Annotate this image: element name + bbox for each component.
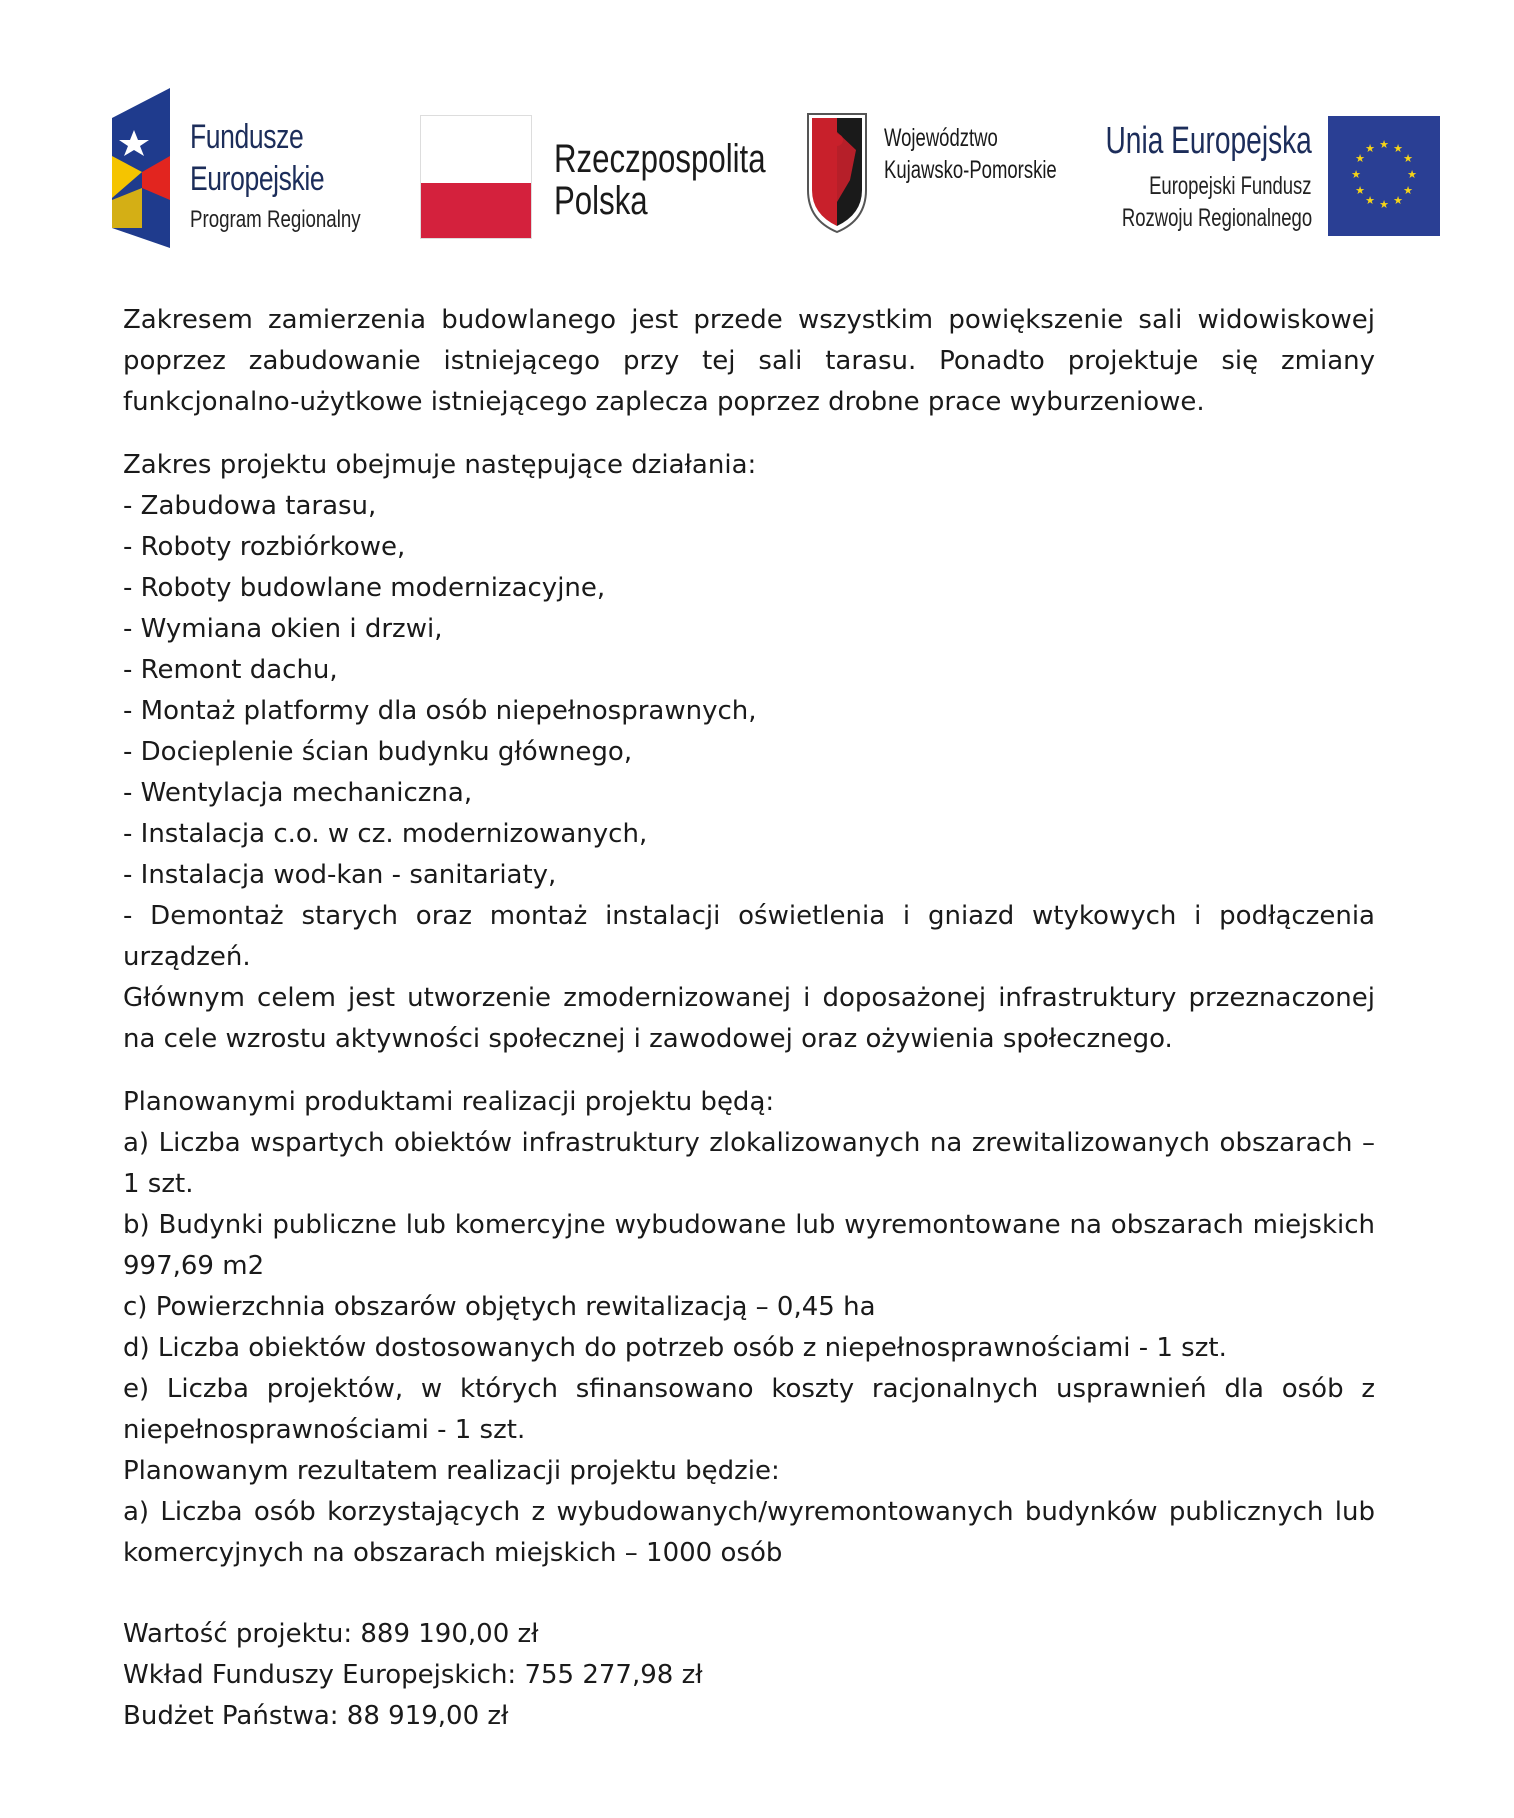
product-item: e) Liczba projektów, w których sfinansowano koszty racjonalnych usprawnień dla osób z niepełnosprawnościami - 1 szt. [123,1374,1375,1445]
scope-item: - Docieplenie ścian budynku głównego, [123,737,633,767]
product-item: a) Liczba wspartych obiektów infrastruktury zlokalizowanych na zrewitalizowanych obszarach – 1 szt. [123,1128,1375,1199]
fundusze-line1: Fundusze [190,118,304,156]
intro-paragraph: Zakresem zamierzenia budowlanego jest przede wszystkim powiększenie sali widowiskowej poprzez zabudowanie istniejącego przy tej sali tarasu. Ponadto projektuje się zmiany funkcjonalno-użytkowe istniejącego zaplecza poprzez drobne prace wyburzeniowe. [123,305,1375,417]
svg-text:★: ★ [1407,168,1417,181]
scope-item: - Roboty rozbiórkowe, [123,532,406,562]
eu-contribution: Wkład Funduszy Europejskich: 755 277,98 zł [123,1660,703,1690]
svg-text:★: ★ [1351,168,1361,181]
scope-item: - Wentylacja mechaniczna, [123,778,473,808]
scope-item: - Roboty budowlane modernizacyjne, [123,573,606,603]
results-heading: Planowanym rezultatem realizacji projektu będzie: [123,1456,780,1486]
polish-flag-icon [420,115,532,239]
svg-text:★: ★ [1393,194,1403,207]
state-budget: Budżet Państwa: 88 919,00 zł [123,1701,509,1731]
wojewodztwo-logo [806,110,1066,245]
project-value: Wartość projektu: 889 190,00 zł [123,1619,539,1649]
wojewodztwo-line1: Województwo [884,124,998,152]
scope-heading: Zakres projektu obejmuje następujące działania: [123,450,757,480]
scope-item: - Wymiana okien i drzwi, [123,614,443,644]
fundusze-europejskie-logo [112,88,382,258]
svg-text:★: ★ [1355,152,1365,165]
scope-item: - Demontaż starych oraz montaż instalacji oświetlenia i gniazd wtykowych i podłączenia urządzeń. [123,901,1375,972]
product-item: b) Budynki publiczne lub komercyjne wybudowane lub wyremontowane na obszarach miejskich 997,69 m2 [123,1210,1375,1281]
scope-item: - Instalacja c.o. w cz. modernizowanych, [123,819,648,849]
unia-line2: Europejski Fundusz [1149,172,1312,200]
coat-of-arms-icon [806,110,868,234]
svg-text:★: ★ [1365,142,1375,155]
rzeczpospolita-line2: Polska [554,179,648,223]
products-heading: Planowanymi produktami realizacji projektu będą: [123,1087,775,1117]
svg-text:★: ★ [1403,184,1413,197]
result-item: a) Liczba osób korzystających z wybudowanych/wyremontowanych budynków publicznych lub komercyjnych na obszarach miejskich – 1000 osób [123,1497,1375,1568]
scope-item: - Instalacja wod-kan - sanitariaty, [123,860,557,890]
wojewodztwo-line2: Kujawsko-Pomorskie [884,156,1057,184]
unia-line1: Unia Europejska [1105,120,1312,162]
unia-line3: Rozwoju Regionalnego [1121,204,1312,232]
scope-item: - Remont dachu, [123,655,338,685]
product-item: c) Powierzchnia obszarów objętych rewitalizacją – 0,45 ha [123,1292,876,1322]
fundusze-europejskie-icon [112,88,182,248]
svg-text:★: ★ [1393,142,1403,155]
rzeczpospolita-polska-logo [420,115,766,240]
scope-item: - Zabudowa tarasu, [123,491,377,521]
logo-header [0,0,1514,270]
fundusze-line3: Program Regionalny [190,206,361,233]
rzeczpospolita-line1: Rzeczpospolita [554,137,766,181]
goal-paragraph: Głównym celem jest utworzenie zmodernizowanej i doposażonej infrastruktury przeznaczonej na cele wzrostu aktywności społecznej i zawodowej oraz ożywienia społecznego. [123,983,1375,1054]
unia-europejska-logo [1105,110,1440,240]
svg-text:★: ★ [1355,184,1365,197]
svg-text:★: ★ [1403,152,1413,165]
svg-text:★: ★ [1379,198,1389,211]
document-body [123,300,1375,1737]
eu-flag-icon [1328,116,1440,236]
svg-text:★: ★ [1379,138,1389,151]
product-item: d) Liczba obiektów dostosowanych do potrzeb osób z niepełnosprawnościami - 1 szt. [123,1333,1227,1363]
fundusze-line2: Europejskie [190,160,325,198]
scope-item: - Montaż platformy dla osób niepełnosprawnych, [123,696,757,726]
svg-text:★: ★ [1365,194,1375,207]
